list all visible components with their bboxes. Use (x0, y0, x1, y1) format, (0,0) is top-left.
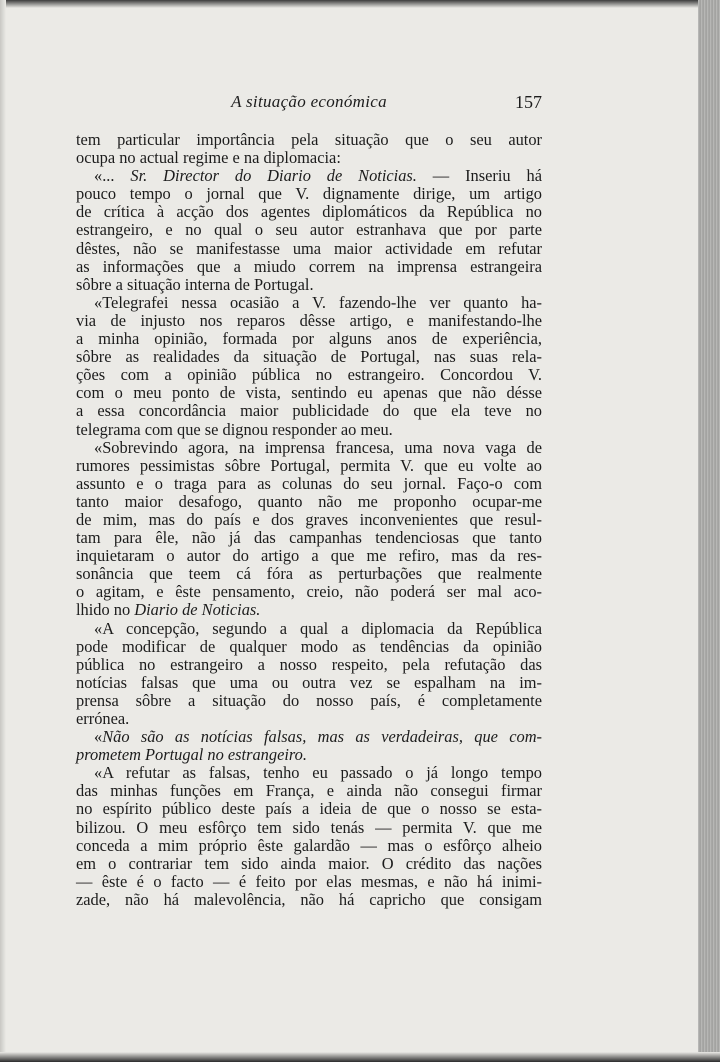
text-line: sonância que teem cá fóra as perturbações que realmente (76, 564, 542, 584)
text-line: a essa concordância maior publicidade do que ela teve no (76, 401, 542, 421)
text-line: pode modificar de qualquer modo as tendências da opinião (76, 636, 542, 656)
text-line: sôbre a situação interna de Portugal. (76, 274, 314, 294)
text-line (76, 728, 542, 746)
text-line: zade, não há malevolência, não há capricho que consigam (76, 889, 542, 909)
text-line (76, 746, 542, 764)
text-line: notícias falsas que uma ou outra vez se espalham na im- (76, 672, 542, 692)
text-line: em o contrariar tem sido ainda maior. O crédito das nações (76, 853, 542, 873)
text-line: assunto e o traga para as colunas do seu jornal. Faço-o com (76, 473, 542, 493)
text-line: telegrama com que se dignou responder ao meu. (76, 419, 393, 439)
page-header (76, 92, 542, 116)
text-line: tam para êle, não já das campanhas tendenciosas que tanto (76, 528, 542, 548)
text-line: estrangeiro, e no qual o seu autor estranhava que por parte (76, 220, 542, 240)
text-line: dêstes, não se manifestasse uma maior actividade em refutar (76, 238, 542, 258)
text-line: «Sobrevindo agora, na imprensa francesa, uma nova vaga de (94, 437, 542, 457)
italic-text: prometem Portugal no estrangeiro. (76, 745, 307, 765)
text-line: pouco tempo o jornal que V. dignamente dirige, um artigo (76, 184, 542, 204)
text-line: prensa sôbre a situação do nosso país, é completamente (76, 690, 542, 710)
text-line: o agitam, e êste pensamento, creio, não poderá ser mal aco- (76, 582, 542, 602)
body-text (76, 131, 542, 909)
italic-text: Não são as notícias falsas, mas as verdadeiras, que com- (102, 727, 542, 747)
text-line: a minha opinião, formada por alguns anos de experiência, (76, 329, 542, 349)
scan-top-edge (0, 0, 720, 8)
text-line: tanto maior desafogo, quanto não me proponho ocupar-me (76, 491, 542, 511)
text-line: no espírito público deste país a ideia de que o nosso se esta- (76, 799, 542, 819)
text-line: as informações que a miudo correm na imprensa estrangeira (76, 256, 542, 276)
text-line: — êste é o facto — é feito por elas mesmas, e não há inimi- (76, 871, 542, 891)
italic-text: Sr. Director do Diario de Noticias. (130, 166, 417, 186)
italic-text: Diario de Noticias. (134, 600, 261, 620)
text-line: das minhas funções em França, e ainda não consegui firmar (76, 781, 542, 801)
text-line: «Telegrafei nessa ocasião a V. fazendo-lhe ver quanto ha- (94, 292, 542, 312)
text-line: bilizou. O meu esfôrço tem sido tenás — permita V. que me (76, 817, 542, 837)
text-line: errónea. (76, 709, 130, 728)
text-line: inquietaram o autor do artigo a que me refiro, mas da res- (76, 546, 542, 566)
text-line (76, 167, 542, 185)
text-line: «A concepção, segundo a qual a diplomacia da República (94, 618, 542, 638)
text-line: via de injusto nos reparos dêsse artigo, e manifestando-lhe (76, 310, 542, 330)
text-line: tem particular importância pela situação que o seu autor (76, 130, 542, 149)
line-text: lhido no (76, 600, 135, 620)
text-line (76, 601, 542, 619)
line-text: «... (94, 166, 131, 186)
running-title: A situação económica (231, 92, 387, 111)
text-line: pública no estrangeiro a nosso respeito, pela refutação das (76, 654, 542, 674)
page-stack-edge (698, 0, 720, 1062)
text-line: ções com a opinião pública no estrangeiro. Concordou V. (76, 365, 542, 385)
text-line: «A refutar as falsas, tenho eu passado o já longo tempo (94, 763, 542, 783)
line-text: — Inseriu há (416, 166, 542, 186)
text-line: de mim, mas do país e dos graves inconvenientes que resul- (76, 509, 542, 529)
scan-bottom-edge (0, 1052, 720, 1062)
line-text: « (94, 727, 103, 747)
text-line: conceda a mim próprio êste galardão — mas o esfôrço alheio (76, 835, 542, 855)
page-number: 157 (515, 92, 542, 112)
text-line: rumores pessimistas sôbre Portugal, permita V. que eu volte ao (76, 455, 542, 475)
scan-left-shade (0, 0, 6, 1062)
text-line: ocupa no actual regime e na diplomacia: (76, 148, 341, 168)
text-line: sôbre as realidades da situação de Portugal, nas suas rela- (76, 347, 542, 367)
text-line: de crítica à acção dos agentes diplomáticos da República no (76, 202, 542, 222)
text-line: com o meu ponto de vista, sentindo eu apenas que não désse (76, 383, 542, 403)
